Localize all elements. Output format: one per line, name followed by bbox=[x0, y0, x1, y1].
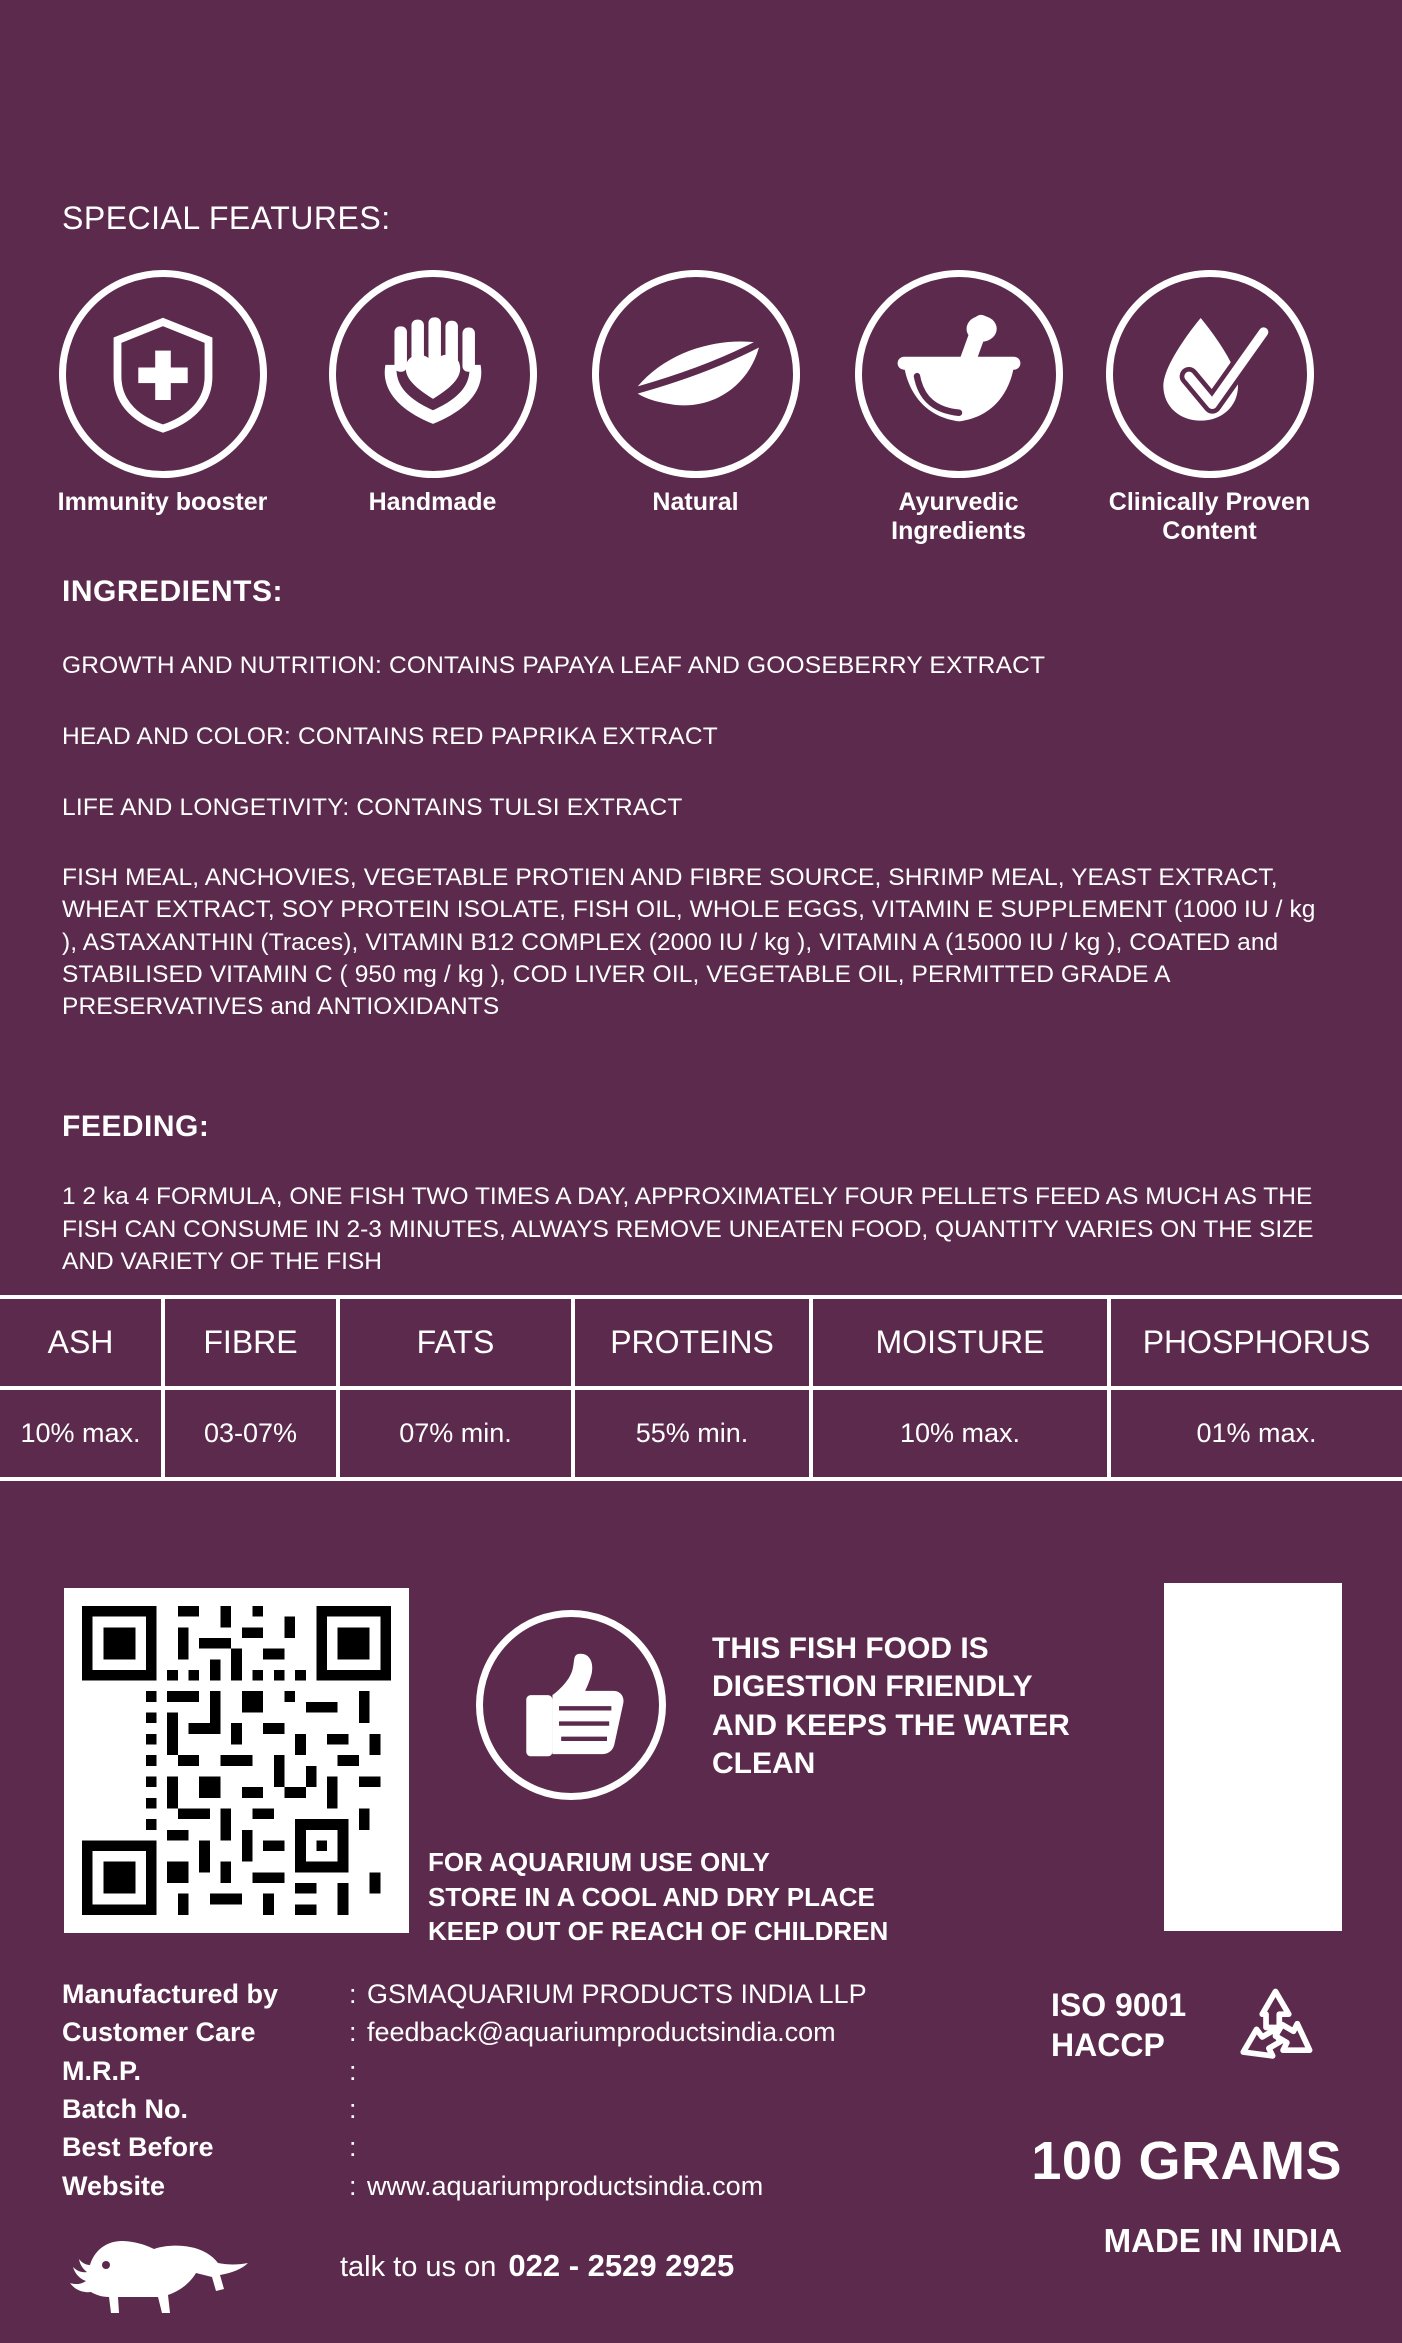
detail-row bbox=[62, 2013, 867, 2051]
recycle-icon bbox=[1228, 1982, 1323, 2077]
ingredients-title: INGREDIENTS: bbox=[62, 575, 284, 608]
mortar-pestle-icon bbox=[855, 270, 1063, 478]
manufacturer-details bbox=[62, 1975, 867, 2205]
feature-label: Natural bbox=[652, 488, 739, 516]
table-header-cell: PHOSPHORUS bbox=[1142, 1324, 1371, 1360]
table-header-row bbox=[0, 1299, 1402, 1390]
detail-separator: : bbox=[349, 2017, 357, 2048]
detail-value[interactable]: feedback@aquariumproductsindia.com bbox=[367, 2017, 836, 2048]
feeding-body: 1 2 ka 4 FORMULA, ONE FISH TWO TIMES A DAY, APPROXIMATELY FOUR PELLETS FEED AS MUCH AS THE FISH CAN CONSUME IN 2-3 MINUTES, ALWAYS REMOVE UNEATEN FOOD, QUANTITY VARIES ON THE SIZE AND VARIETY OF THE FISH bbox=[62, 1183, 1314, 1276]
detail-separator: : bbox=[349, 1979, 357, 2009]
haccp-label: HACCP bbox=[1051, 2027, 1165, 2063]
note-line: FOR AQUARIUM USE ONLY bbox=[428, 1847, 770, 1877]
detail-separator: : bbox=[349, 2132, 357, 2163]
detail-label: Manufactured by bbox=[62, 1979, 279, 2009]
digestion-line: AND KEEPS THE WATER bbox=[712, 1708, 1070, 1742]
detail-row bbox=[62, 2052, 867, 2090]
blank-label-box bbox=[1164, 1583, 1342, 1931]
feature-label: Ayurvedic Ingredients bbox=[891, 488, 1026, 545]
special-features-title: SPECIAL FEATURES: bbox=[62, 200, 391, 236]
feature-label: Clinically Proven Content bbox=[1108, 488, 1311, 545]
detail-value: GSMAQUARIUM PRODUCTS INDIA LLP bbox=[367, 1979, 867, 2009]
table-header-cell: FATS bbox=[340, 1299, 575, 1386]
table-cell: 10% max. bbox=[0, 1390, 165, 1477]
detail-separator: : bbox=[349, 2055, 357, 2086]
ingredients-body: FISH MEAL, ANCHOVIES, VEGETABLE PROTIEN AND FIBRE SOURCE, SHRIMP MEAL, YEAST EXTRACT, WHEAT EXTRACT, SOY PROTEIN ISOLATE, FISH OIL, WHOLE EGGS, VITAMIN E SUPPLEMENT (1000 IU / kg ), ASTAXANTHIN (Traces), VITAMIN B12 COMPLEX (2000 IU / kg ), VITAMIN A (15000 IU / kg ), COATED and STABILISED VITAMIN C ( 950 mg / kg ), COD LIVER OIL, VEGETABLE OIL, PERMITTED GRADE A PRESERVATIVES and ANTIOXIDANTS bbox=[62, 864, 1316, 1021]
detail-row bbox=[62, 2090, 867, 2128]
table-value-row bbox=[0, 1390, 1402, 1477]
net-weight: 100 GRAMS bbox=[1031, 2131, 1342, 2191]
feeding-title: FEEDING: bbox=[62, 1110, 210, 1143]
certifications bbox=[1051, 1985, 1186, 2065]
detail-row bbox=[62, 2167, 867, 2205]
ingredients-head-color: HEAD AND COLOR: CONTAINS RED PAPRIKA EXTRACT bbox=[62, 723, 718, 750]
contact-phone bbox=[340, 2248, 734, 2284]
table-cell: 03-07% bbox=[165, 1390, 340, 1477]
feature-ayurvedic-ingredients bbox=[851, 270, 1066, 546]
digestion-line: CLEAN bbox=[712, 1747, 816, 1781]
feature-label: Handmade bbox=[368, 488, 497, 516]
table-header-cell: ASH bbox=[0, 1299, 165, 1386]
iso-label: ISO 9001 bbox=[1051, 1987, 1187, 2023]
phone-number[interactable]: 022 - 2529 2925 bbox=[508, 2248, 735, 2283]
thumbs-up-icon bbox=[476, 1610, 666, 1800]
detail-value[interactable]: www.aquariumproductsindia.com bbox=[367, 2170, 764, 2201]
leaf-icon bbox=[592, 270, 800, 478]
lion-logo-icon bbox=[62, 2235, 252, 2322]
detail-label: Customer Care bbox=[62, 2017, 256, 2048]
ingredients-growth-nutrition: GROWTH AND NUTRITION: CONTAINS PAPAYA LEAF AND GOOSEBERRY EXTRACT bbox=[62, 652, 1046, 679]
feature-label: Immunity booster bbox=[57, 488, 268, 516]
special-features-row bbox=[55, 270, 1365, 546]
detail-row bbox=[62, 2128, 867, 2166]
detail-separator: : bbox=[349, 2170, 357, 2201]
table-cell: 07% min. bbox=[340, 1390, 575, 1477]
note-line: KEEP OUT OF REACH OF CHILDREN bbox=[428, 1916, 889, 1947]
detail-label: Website bbox=[62, 2170, 166, 2201]
detail-separator: : bbox=[349, 2093, 357, 2124]
usage-notes bbox=[428, 1845, 888, 1949]
digestion-friendly-text bbox=[712, 1630, 1070, 1784]
feature-clinically-proven-content bbox=[1102, 270, 1317, 546]
table-header-cell: PROTEINS bbox=[575, 1299, 813, 1386]
feature-natural bbox=[588, 270, 803, 517]
country-of-origin: MADE IN INDIA bbox=[1103, 2222, 1342, 2259]
qr-code[interactable] bbox=[64, 1588, 409, 1933]
digestion-line: DIGESTION FRIENDLY bbox=[712, 1670, 1033, 1704]
detail-row bbox=[62, 1975, 867, 2013]
feature-immunity-booster bbox=[55, 270, 270, 517]
detail-label: M.R.P. bbox=[62, 2055, 142, 2086]
hands-heart-icon bbox=[329, 270, 537, 478]
table-cell: 55% min. bbox=[575, 1390, 813, 1477]
table-cell: 01% max. bbox=[1196, 1418, 1317, 1448]
ingredients-life-longetivity: LIFE AND LONGETIVITY: CONTAINS TULSI EXTRACT bbox=[62, 794, 683, 821]
table-header-cell: FIBRE bbox=[165, 1299, 340, 1386]
nutrition-table bbox=[0, 1295, 1402, 1481]
droplet-check-icon bbox=[1106, 270, 1314, 478]
shield-plus-icon bbox=[59, 270, 267, 478]
note-line: STORE IN A COOL AND DRY PLACE bbox=[428, 1881, 875, 1912]
feature-handmade bbox=[325, 270, 540, 517]
digestion-line: THIS FISH FOOD IS bbox=[712, 1632, 989, 1665]
detail-label: Best Before bbox=[62, 2132, 214, 2163]
detail-label: Batch No. bbox=[62, 2093, 189, 2124]
talk-label: talk to us on bbox=[340, 2251, 497, 2283]
table-cell: 10% max. bbox=[813, 1390, 1111, 1477]
table-header-cell: MOISTURE bbox=[813, 1299, 1111, 1386]
